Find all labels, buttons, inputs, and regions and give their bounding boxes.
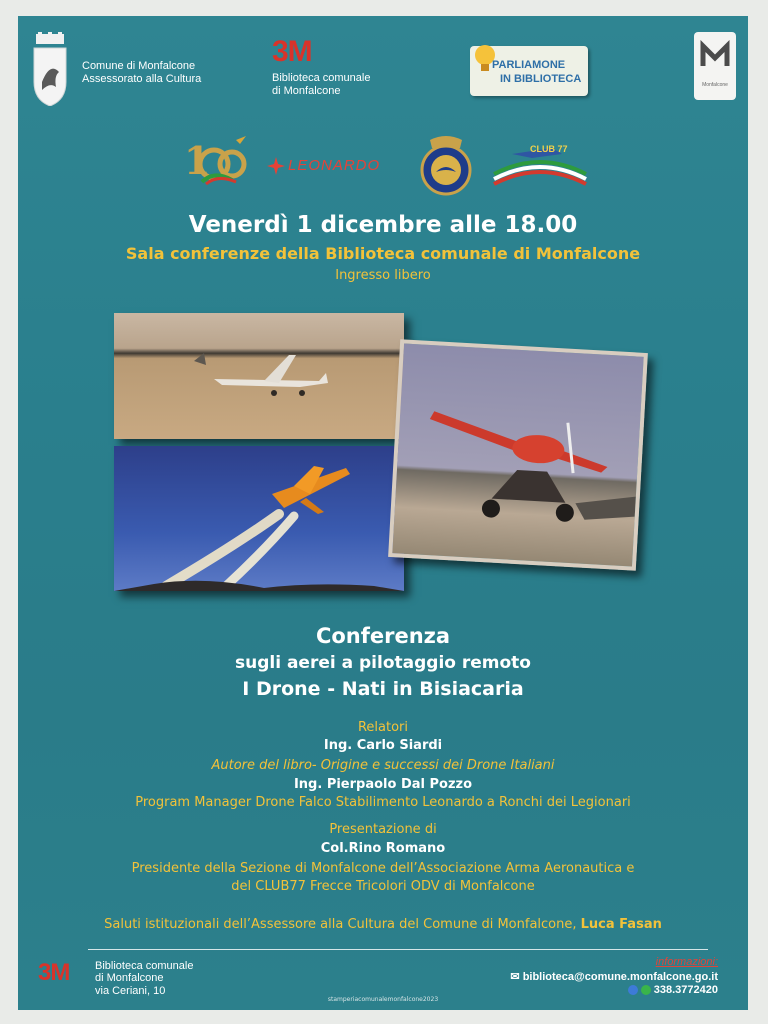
club77-logo — [492, 140, 588, 188]
comune-name: Comune di Monfalcone — [82, 60, 196, 72]
biblioteca-name-line1: Biblioteca comunale — [272, 72, 371, 84]
centenario-logo — [180, 130, 248, 192]
leonardo-logo — [266, 156, 398, 178]
speaker2-name: Ing. Pierpaolo Dal Pozzo — [293, 777, 473, 792]
arma-aeronautica-badge-icon — [418, 132, 474, 196]
leonardo-wordmark: LEONARDO — [288, 157, 381, 174]
comune-department: Assessorato alla Cultura — [82, 73, 202, 85]
conference-topic: I Drone - Nati in Bisiacaria — [242, 678, 524, 700]
leonardo-star-icon — [266, 156, 286, 176]
greeting-text: Saluti istituzionali dell’Assessore alla Cultura del Comune di Monfalcone, — [104, 917, 577, 932]
email-link[interactable]: biblioteca@comune.monfalcone.go.it — [522, 971, 718, 983]
footer-library-line2: di Monfalcone — [95, 972, 164, 984]
event-date: Venerdì 1 dicembre alle 18.00 — [188, 212, 578, 238]
comune-logo — [32, 32, 202, 110]
footer-divider — [88, 949, 708, 950]
club77-wordmark: CLUB 77 — [530, 144, 568, 154]
biblioteca-name-line2: di Monfalcone — [272, 85, 341, 97]
centenario-emblem-icon — [180, 130, 248, 192]
monfalcone-card — [694, 32, 736, 100]
monfalcone-m-icon — [700, 40, 730, 70]
svg-text:1: 1 — [184, 138, 211, 183]
phone-number[interactable]: 338.3772420 — [653, 984, 718, 996]
event-entry: Ingresso libero — [335, 268, 431, 283]
poster — [18, 16, 748, 1010]
phone-row — [448, 984, 718, 996]
presenter-role-line2: del CLUB77 Frecce Tricolori ODV di Monfalcone — [231, 879, 535, 894]
footer-3m-mark: 3M — [38, 959, 70, 986]
greeting — [18, 917, 748, 932]
speakers-heading: Relatori — [357, 720, 409, 735]
parliamone-line2: IN BIBLIOTECA — [500, 73, 582, 85]
presenter-role-line1: Presidente della Sezione di Monfalcone dell’Associazione Arma Aeronautica e — [131, 861, 635, 876]
footer-address: via Ceriani, 10 — [95, 985, 166, 997]
monfalcone-card-label: Monfalcone — [702, 82, 728, 88]
photo-drone-launch — [114, 446, 404, 591]
speaker1-name: Ing. Carlo Siardi — [323, 738, 443, 753]
envelope-icon: ✉ — [510, 971, 520, 983]
biblioteca-3m-mark: 3M — [272, 35, 312, 68]
info-label: informazioni: — [655, 956, 718, 968]
drone-on-runway-icon — [114, 313, 404, 439]
comune-crest-icon — [32, 32, 68, 106]
biblioteca-logo — [272, 36, 392, 106]
phone-icon — [628, 985, 638, 995]
presenter-name: Col.Rino Romano — [320, 841, 446, 856]
footer-library-line1: Biblioteca comunale — [95, 960, 194, 972]
parliamone-line1: PARLIAMONE — [492, 59, 566, 71]
speaker2-role: Program Manager Drone Falco Stabilimento Leonardo a Ronchi dei Legionari — [135, 795, 631, 810]
footer-info — [448, 956, 718, 1000]
conference-title: Conferenza — [315, 624, 451, 648]
drone-launch-icon — [114, 446, 404, 591]
speaker1-role: Autore del libro- Origine e successi dei Drone Italiani — [211, 758, 555, 773]
presenter-heading: Presentazione di — [329, 822, 437, 837]
email-row — [448, 970, 718, 983]
red-drone-icon — [392, 343, 643, 566]
photo-drone-hangar — [388, 339, 648, 571]
event-venue: Sala conferenze della Biblioteca comunale di Monfalcone — [125, 244, 641, 263]
conference-subtitle: sugli aerei a pilotaggio remoto — [235, 653, 531, 673]
greeting-name: Luca Fasan — [580, 917, 662, 932]
parliamone-logo — [470, 46, 588, 96]
whatsapp-icon — [641, 985, 651, 995]
print-credit: stamperiacomunalemonfalcone2023 — [327, 996, 439, 1003]
photo-drone-runway — [114, 313, 404, 439]
